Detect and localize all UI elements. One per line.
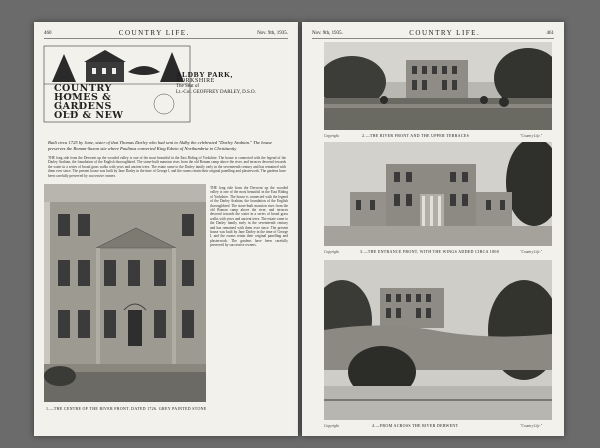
photo-river-front-centre [44, 184, 206, 402]
series-masthead-illustration [42, 44, 192, 124]
series-title-line: GARDENS [54, 101, 112, 112]
photo-river-front-terraces [324, 42, 552, 130]
article-column-text: THE long ride from the Derwent up the wooded valley is one of the most beautiful in the East Riding of Yorkshire. The house is connected with the legend of the Darley Arabian, the foundation of the English thoroughbred. The stone-built mansion rises from the old Roman camp above the river, and terraces descend towards the water in a series of broad grass walks with yews and ancient trees. The estate came to the Darley family early in the seventeenth century and has remained with them ever since. The present house was built by Jane Darley in the time of George I, and the rooms retain their original panelling and plasterwork. The gardens have been carefully preserved by successive owners. [210, 186, 288, 248]
series-title [54, 84, 123, 120]
house-facade-illustration [44, 184, 206, 402]
owner-name: Lt.-Col. GEOFFREY DARLEY, D.S.O. [176, 90, 256, 95]
page-number: 461 [546, 30, 554, 36]
series-title-line: HOMES & [54, 92, 112, 103]
copyright-label: Copyright. [324, 134, 340, 138]
terrace-photo-illustration [324, 42, 552, 130]
article-body-text: THE long ride from the Derwent up the wooded valley is one of the most beautiful in the East Riding of Yorkshire. The house is connected with the legend of the Darley Arabian, the foundation of the English thoroughbred. The stone-built mansion rises from the old Roman camp above the river, and terraces descend towards the water in a series of broad grass walks with yews and ancient trees. The estate came to the Darley family early in the seventeenth century and has remained with them ever since. The present house was built by Jane Darley in the time of George I, and the rooms retain their original panelling and plasterwork. The gardens have been carefully preserved by successive owners. [48, 156, 286, 178]
entrance-photo-illustration [324, 142, 552, 246]
estate-heading [176, 72, 288, 96]
series-title-line: COUNTRY [54, 83, 112, 94]
masthead: COUNTRY LIFE. [118, 29, 190, 37]
issue-date: Nov. 9th, 1935. [257, 30, 288, 36]
masthead: COUNTRY LIFE. [409, 29, 481, 37]
river-view-illustration [324, 260, 552, 420]
right-page [302, 22, 564, 436]
page-number: 460 [44, 30, 52, 36]
photo-caption-4: 4.—FROM ACROSS THE RIVER DERWENT [372, 423, 459, 428]
left-page-header [44, 28, 288, 39]
photo-caption-2: 2.—THE RIVER FRONT AND THE UPPER TERRACES [362, 133, 470, 138]
photo-entrance-front [324, 142, 552, 246]
left-page [34, 22, 298, 436]
issue-date: Nov. 9th, 1935. [312, 30, 343, 36]
photo-across-river-derwent [324, 260, 552, 420]
right-page-header [312, 28, 554, 39]
photo-credit: "Country Life." [520, 250, 543, 254]
photo-credit: "Country Life." [520, 134, 543, 138]
photo-caption-1: 1.—THE CENTRE OF THE RIVER FRONT. DATED 1726. GREY PAINTED STONE [46, 406, 207, 411]
seat-of-label: The Seat of [176, 84, 200, 89]
county: YORKSHIRE [176, 78, 215, 84]
series-title-line: OLD & NEW [54, 110, 124, 121]
photo-credit: "Country Life." [520, 424, 543, 428]
copyright-label: Copyright. [324, 424, 340, 428]
copyright-label: Copyright. [324, 250, 340, 254]
article-intro: Built circa 1725 by Jane, sister of that Thomas Darley who had sent to Aldby the celebrated "Darley Arabian." The house preserves the Roman-Saxon site where Paulinus converted King Edwin of Northumbria to Christianity [48, 140, 272, 151]
estate-name: ALDBY PARK, [176, 70, 234, 79]
photo-caption-3: 3.—THE ENTRANCE FRONT, WITH THE WINGS ADDED CIRCA 1800 [360, 249, 500, 254]
